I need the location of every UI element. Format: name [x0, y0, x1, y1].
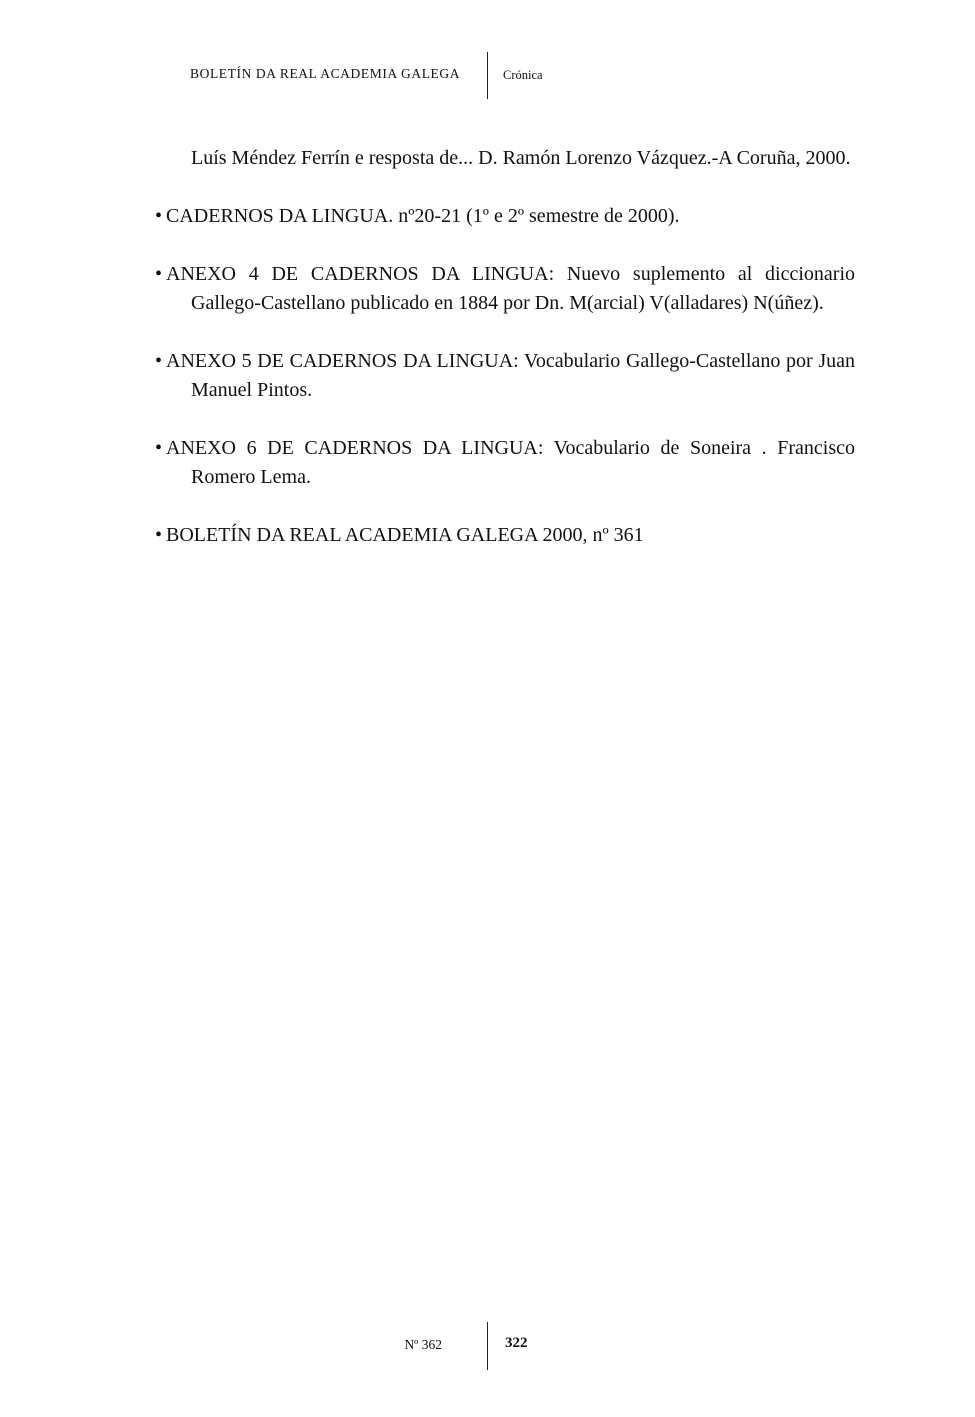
list-item-text: BOLETÍN DA REAL ACADEMIA GALEGA 2000, nº 361 [166, 524, 644, 546]
header-divider [487, 52, 488, 99]
section-title: Crónica [503, 68, 543, 82]
bullet-icon: • [155, 263, 163, 285]
bullet-icon: • [155, 437, 163, 459]
list-item [155, 521, 855, 550]
list-item-text: ANEXO 4 DE CADERNOS DA LINGUA: Nuevo suplemento al diccionario Gallego-Castellano publicado en 1884 por Dn. M(arcial) V(alladares) N(úñez). [166, 263, 855, 314]
footer-divider [487, 1322, 488, 1370]
page-body [155, 144, 855, 579]
list-item-text: ANEXO 6 DE CADERNOS DA LINGUA: Vocabulario de Soneira . Francisco Romero Lema. [166, 437, 855, 488]
page-number: 322 [505, 1335, 528, 1351]
list-item [155, 347, 855, 405]
bullet-icon: • [155, 524, 163, 546]
bullet-icon: • [155, 350, 163, 372]
continued-entry: Luís Méndez Ferrín e resposta de... D. Ramón Lorenzo Vázquez.-A Coruña, 2000. [191, 147, 851, 169]
list-item-text: CADERNOS DA LINGUA. nº20-21 (1º e 2º semestre de 2000). [166, 205, 680, 227]
page-footer [0, 1318, 975, 1378]
list-item-text: ANEXO 5 DE CADERNOS DA LINGUA: Vocabulario Gallego-Castellano por Juan Manuel Pintos. [166, 350, 855, 401]
list-item [155, 260, 855, 318]
issue-number: Nº 362 [404, 1337, 442, 1352]
bullet-icon: • [155, 205, 163, 227]
list-item [155, 434, 855, 492]
list-item [155, 202, 855, 231]
page-header [0, 0, 975, 110]
journal-title: BOLETÍN DA REAL ACADEMIA GALEGA [190, 66, 461, 81]
